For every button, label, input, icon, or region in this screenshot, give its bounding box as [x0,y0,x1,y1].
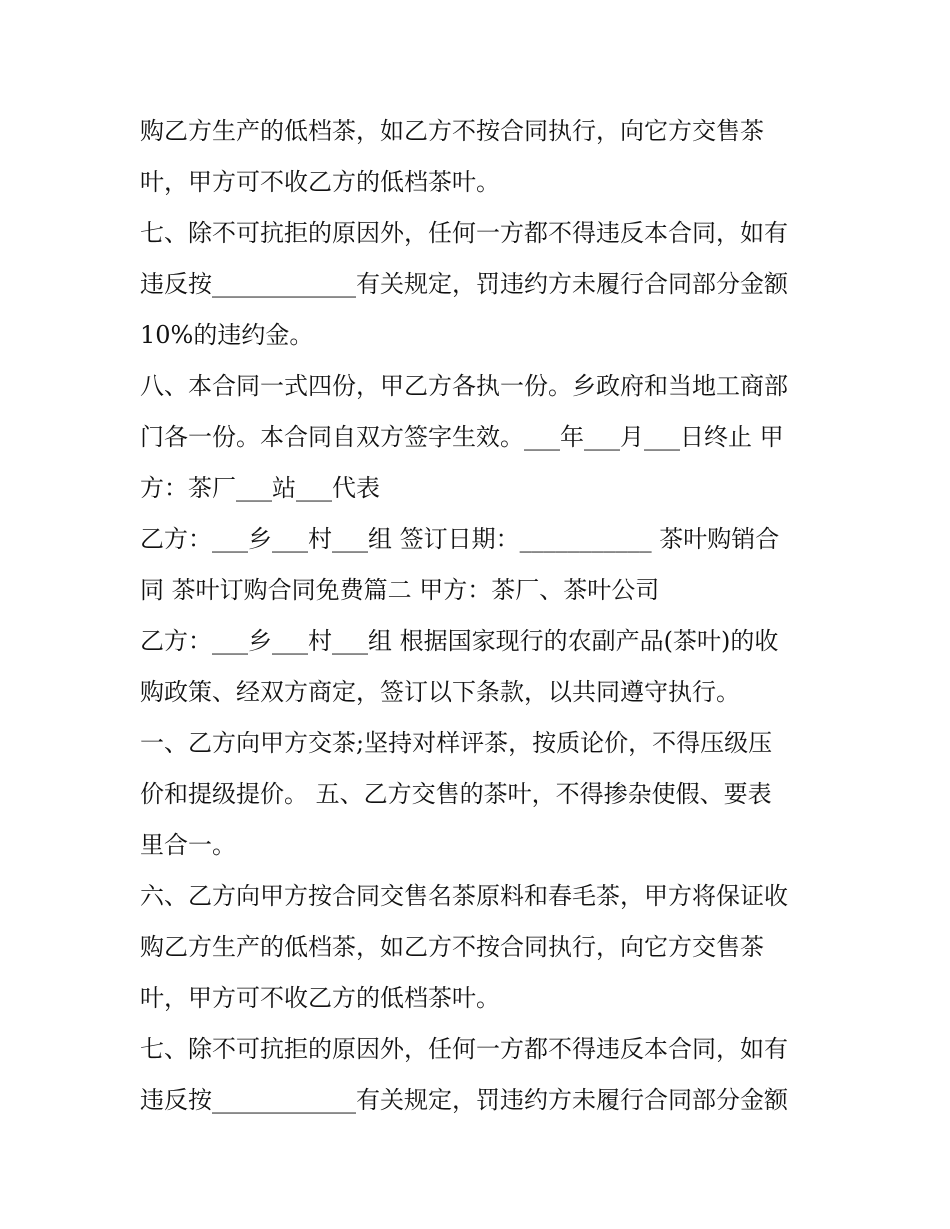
document-body [140,106,830,1126]
text-line: 一、乙方向甲方交茶;坚持对样评茶，按质论价，不得压级压 [140,729,773,757]
text-line: 七、除不可抗拒的原因外，任何一方都不得违反本合同，如有 [140,219,788,247]
text-line: 八、本合同一式四份，甲乙方各执一份。乡政府和当地工商部 [140,372,788,400]
text-line: 购政策、经双方商定，签订以下条款，以共同遵守执行。 [140,678,740,706]
text-line: 违反按____________有关规定，罚违约方未履行合同部分金额 [140,270,788,298]
text-line: 乙方：___乡___村___组 签订日期：___________ 茶叶购销合 [140,525,780,553]
text-line: 乙方：___乡___村___组 根据国家现行的农副产品(茶叶)的收 [140,627,779,655]
text-line: 里合一。 [140,831,236,859]
text-line: 叶，甲方可不收乙方的低档茶叶。 [140,984,500,1012]
text-line: 门各一份。本合同自双方签字生效。___年___月___日终止 甲 [140,423,784,451]
text-line: 叶，甲方可不收乙方的低档茶叶。 [140,168,500,196]
text-line: 购乙方生产的低档茶，如乙方不按合同执行，向它方交售茶 [140,117,764,145]
text-line: 违反按____________有关规定，罚违约方未履行合同部分金额 [140,1086,788,1114]
text-line: 价和提级提价。 五、乙方交售的茶叶，不得掺杂使假、要表 [140,780,772,808]
text-line: 10%的违约金。 [140,321,314,349]
text-line: 六、乙方向甲方按合同交售名茶原料和春毛茶，甲方将保证收 [140,882,788,910]
text-line: 购乙方生产的低档茶，如乙方不按合同执行，向它方交售茶 [140,933,764,961]
text-line: 方：茶厂___站___代表 [140,474,380,502]
text-line: 七、除不可抗拒的原因外，任何一方都不得违反本合同，如有 [140,1035,788,1063]
text-line: 同 茶叶订购合同免费篇二 甲方：茶厂、茶叶公司 [140,576,660,604]
